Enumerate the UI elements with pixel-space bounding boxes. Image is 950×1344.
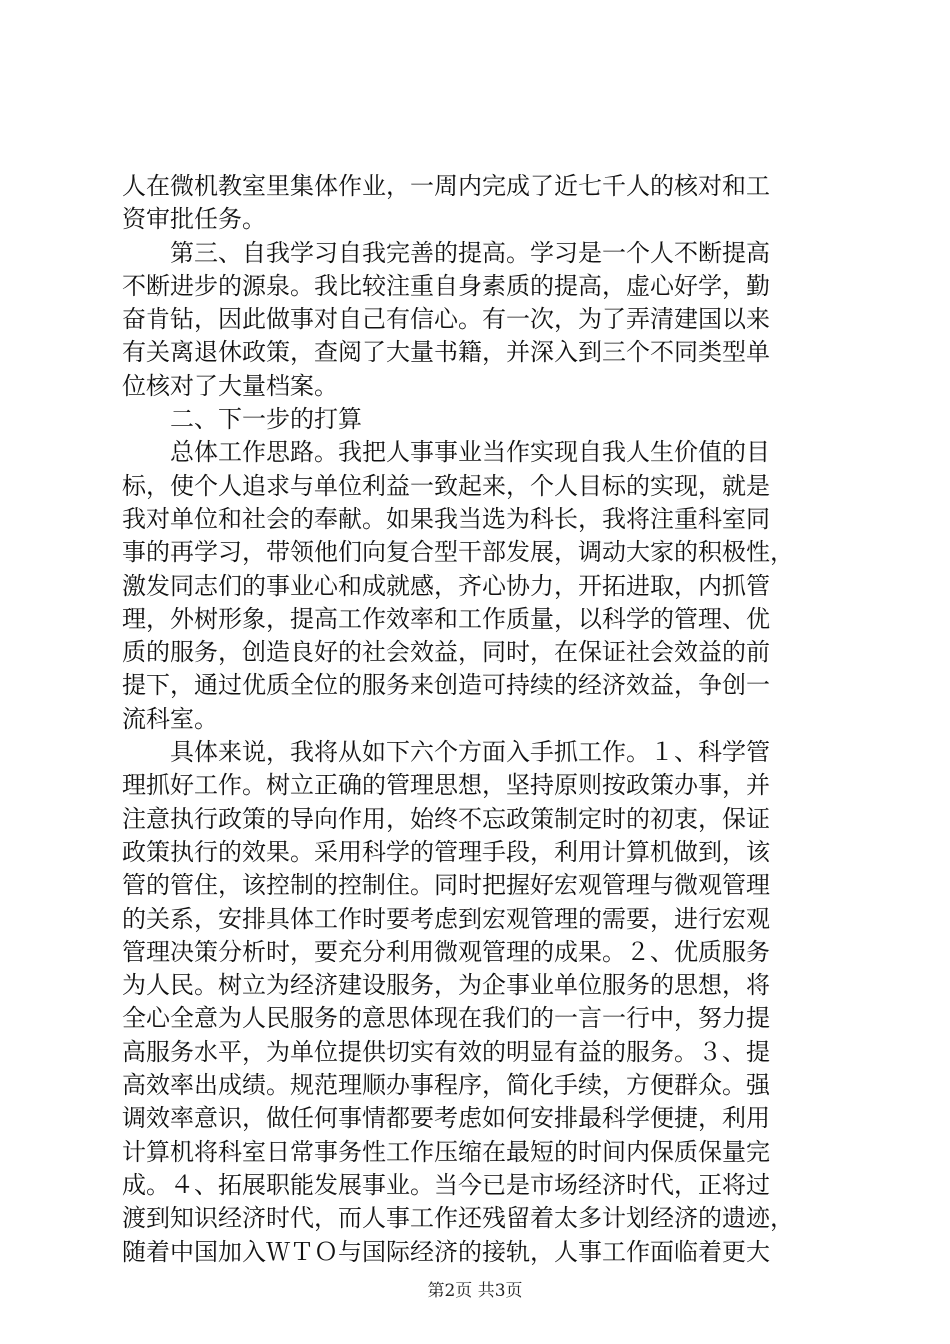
text-line: 全心全意为人民服务的意思体现在我们的一言一行中，努力提 [122, 1004, 770, 1033]
text-line: 成。４、拓展职能发展事业。当今已是市场经济时代，正将过 [122, 1170, 770, 1199]
text-line: 第三、自我学习自我完善的提高。学习是一个人不断提高 [122, 238, 770, 267]
text-line: 为人民。树立为经济建设服务，为企事业单位服务的思想，将 [122, 971, 770, 1000]
text-line: 渡到知识经济时代，而人事工作还残留着太多计划经济的遗迹， [122, 1204, 794, 1233]
text-line: 理抓好工作。树立正确的管理思想，坚持原则按政策办事，并 [122, 771, 770, 800]
text-line: 随着中国加入ＷＴＯ与国际经济的接轨，人事工作面临着更大 [122, 1237, 770, 1266]
text-line: 计算机将科室日常事务性工作压缩在最短的时间内保质保量完 [122, 1137, 770, 1166]
text-line: 注意执行政策的导向作用，始终不忘政策制定时的初衷，保证 [122, 804, 770, 833]
text-line: 具体来说，我将从如下六个方面入手抓工作。１、科学管 [122, 738, 770, 767]
text-line: 的关系，安排具体工作时要考虑到宏观管理的需要，进行宏观 [122, 904, 770, 933]
text-line: 位核对了大量档案。 [122, 371, 338, 400]
text-line: 总体工作思路。我把人事事业当作实现自我人生价值的目 [122, 438, 770, 467]
text-line: 资审批任务。 [122, 205, 266, 234]
text-line: 管理决策分析时，要充分利用微观管理的成果。２、优质服务 [122, 937, 770, 966]
page-number-footer: 第2页 共3页 [427, 1281, 523, 1301]
text-line: 提下，通过优质全位的服务来创造可持续的经济效益，争创一 [122, 671, 770, 700]
text-line: 高服务水平，为单位提供切实有效的明显有益的服务。３、提 [122, 1037, 770, 1066]
text-line: 管的管住，该控制的控制住。同时把握好宏观管理与微观管理 [122, 871, 770, 900]
body-text [122, 170, 828, 1269]
text-line: 政策执行的效果。采用科学的管理手段，利用计算机做到，该 [122, 837, 770, 866]
text-line: 高效率出成绩。规范理顺办事程序，简化手续，方便群众。强 [122, 1071, 770, 1100]
text-line: 激发同志们的事业心和成就感，齐心协力，开拓进取，内抓管 [122, 571, 770, 600]
text-line: 调效率意识，做任何事情都要考虑如何安排最科学便捷，利用 [122, 1104, 770, 1133]
text-line: 理，外树形象，提高工作效率和工作质量，以科学的管理、优 [122, 604, 770, 633]
text-line: 标，使个人追求与单位利益一致起来，个人目标的实现，就是 [122, 471, 770, 500]
text-line: 事的再学习，带领他们向复合型干部发展，调动大家的积极性， [122, 538, 794, 567]
text-line: 有关离退休政策，查阅了大量书籍，并深入到三个不同类型单 [122, 338, 770, 367]
text-line: 流科室。 [122, 704, 218, 733]
text-line: 人在微机教室里集体作业，一周内完成了近七千人的核对和工 [122, 172, 770, 200]
text-line: 不断进步的源泉。我比较注重自身素质的提高，虚心好学，勤 [122, 271, 770, 300]
text-line: 奋肯钻，因此做事对自己有信心。有一次，为了弄清建国以来 [122, 305, 770, 334]
section-heading: 二、下一步的打算 [122, 405, 362, 434]
text-line: 我对单位和社会的奉献。如果我当选为科长，我将注重科室同 [122, 504, 770, 533]
text-line: 质的服务，创造良好的社会效益，同时，在保证社会效益的前 [122, 638, 770, 667]
